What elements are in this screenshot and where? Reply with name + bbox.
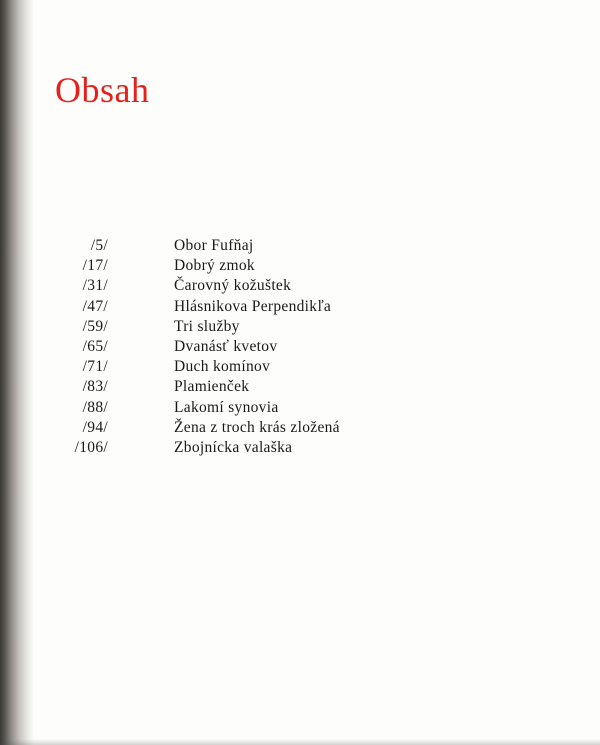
toc-page-number: /31/ <box>82 277 108 295</box>
page-edge-shadow <box>0 739 600 745</box>
toc-page-number: /94/ <box>82 418 108 436</box>
toc-entry <box>0 439 600 459</box>
toc-entry <box>0 237 600 257</box>
toc-entry <box>0 358 600 378</box>
page-title: Obsah <box>55 70 150 110</box>
toc-entry-title: Hlásnikova Perpendikľa <box>174 297 332 315</box>
toc-page-number: /47/ <box>82 297 108 315</box>
toc-entry-title: Žena z troch krás zložená <box>174 418 340 436</box>
toc-entry <box>0 257 600 277</box>
toc-entry-title: Plamienček <box>174 378 250 396</box>
toc-page-number: /106/ <box>74 438 108 456</box>
toc-page-number: /88/ <box>82 398 108 416</box>
toc-entry-title: Zbojnícka valaška <box>174 438 293 456</box>
toc-entry <box>0 298 600 318</box>
toc-entry-title: Dobrý zmok <box>174 257 255 275</box>
toc-page-number: /71/ <box>82 358 108 376</box>
toc-entry <box>0 338 600 358</box>
toc-page-number: /59/ <box>82 317 108 335</box>
toc-page-number: /17/ <box>82 257 108 275</box>
toc-entry <box>0 399 600 419</box>
toc-entry <box>0 378 600 398</box>
toc-entry <box>0 318 600 338</box>
toc-entry-title: Duch komínov <box>174 358 271 376</box>
toc-entry <box>0 277 600 297</box>
toc-entry <box>0 419 600 439</box>
toc-page-number: /83/ <box>82 378 108 396</box>
toc-entry-title: Čarovný kožuštek <box>174 277 292 295</box>
toc-page-number: /5/ <box>90 237 108 254</box>
toc-entry-title: Tri služby <box>174 317 240 335</box>
toc-page-number: /65/ <box>82 337 108 355</box>
toc-entry-title: Lakomí synovia <box>174 398 279 416</box>
toc-entry-title: Obor Fufňaj <box>174 237 254 254</box>
toc-entry-title: Dvanásť kvetov <box>174 337 278 355</box>
table-of-contents <box>0 237 600 459</box>
